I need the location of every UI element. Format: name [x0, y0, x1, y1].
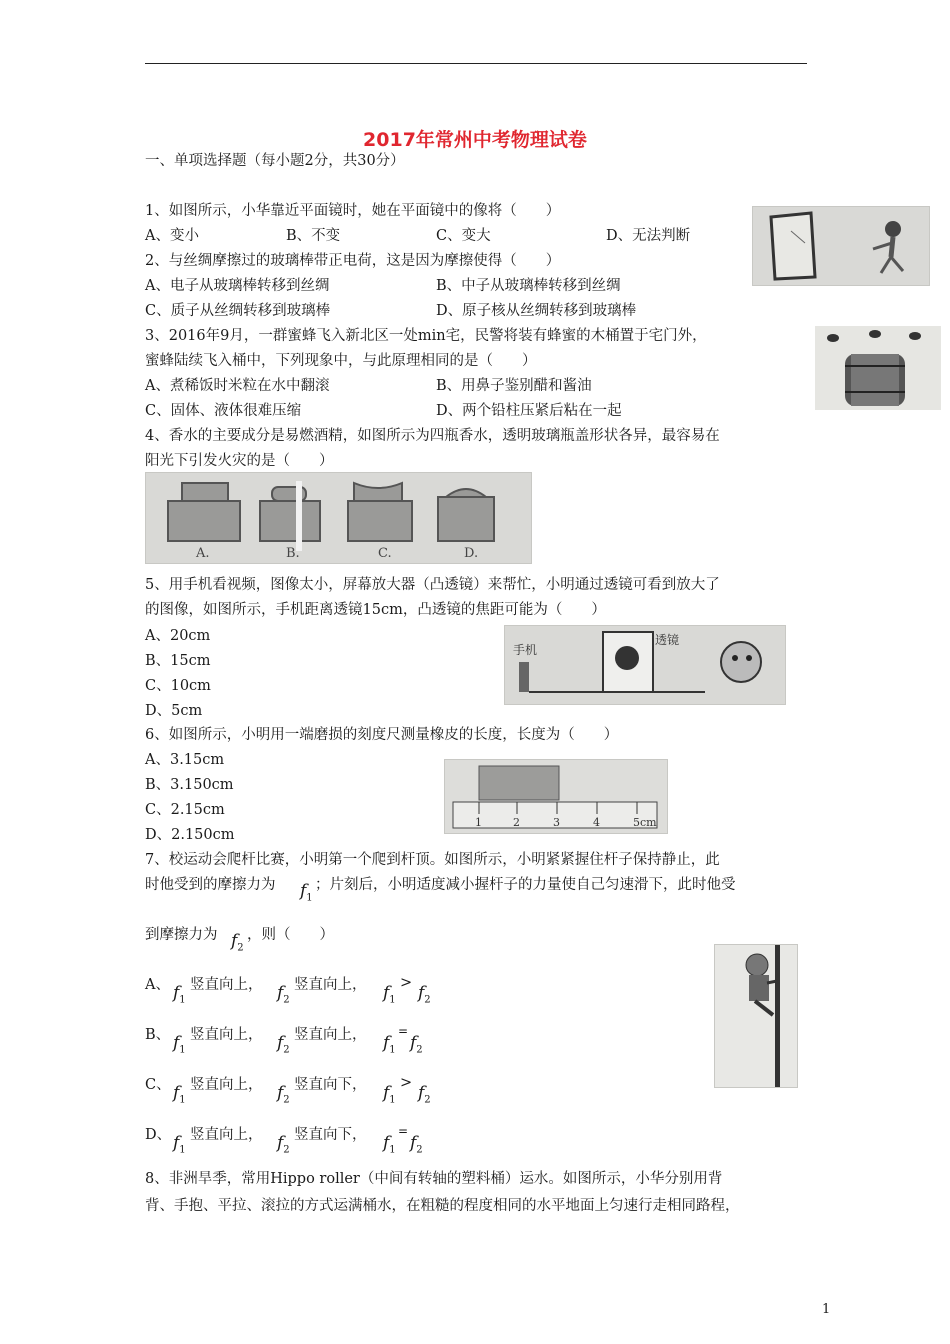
- q5-option-b: B、15cm: [145, 653, 211, 669]
- barrel-bees-illustration: [815, 326, 941, 410]
- ruler-eraser-illustration: [445, 760, 667, 833]
- q7-d-relation: =: [398, 1124, 409, 1138]
- q7-stem-line3a: 到摩擦力为: [145, 927, 218, 943]
- q7-f1-symbol: $f_1$: [300, 881, 313, 904]
- header-rule: [145, 63, 807, 64]
- q7-d-f1-dir: 竖直向上，: [190, 1127, 263, 1143]
- q7-stem-line3b: ，则（ ）: [247, 927, 334, 943]
- q7-b-rel-f2: $f_2$: [410, 1033, 423, 1056]
- q7-b-f1: $f_1$: [173, 1033, 186, 1056]
- q1-mirror-figure: [752, 206, 930, 286]
- q6-ruler-figure: [444, 759, 668, 834]
- perfume-bottles-illustration: [146, 473, 531, 563]
- bottle-label-d: D.: [464, 546, 479, 561]
- q7-c-rel-f1: $f_1$: [383, 1083, 396, 1106]
- q5-lens-figure: [504, 625, 786, 705]
- q6-option-b: B、3.150cm: [145, 777, 234, 793]
- lens-label: 透镜: [655, 633, 680, 647]
- q2-option-a: A、电子从玻璃棒转移到丝绸: [145, 278, 330, 294]
- q7-stem-line2a: 时他受到的摩擦力为: [145, 877, 276, 893]
- q7-c-f2-dir: 竖直向下，: [294, 1077, 367, 1093]
- q3-option-d: D、两个铅柱压紧后粘在一起: [436, 403, 622, 419]
- q7-option-b-label: B、: [145, 1027, 171, 1043]
- q5-stem-line1: 5、用手机看视频，图像太小，屏幕放大器（凸透镜）来帮忙，小明通过透镜可看到放大了: [145, 577, 720, 593]
- q7-a-rel-f2: $f_2$: [418, 983, 431, 1006]
- q4-stem-line2: 阳光下引发火灾的是（ ）: [145, 453, 334, 469]
- q7-d-f1: $f_1$: [173, 1133, 186, 1156]
- q5-option-d: D、5cm: [145, 703, 203, 719]
- q7-a-f2: $f_2$: [277, 983, 290, 1006]
- q7-option-d-label: D、: [145, 1127, 172, 1143]
- q7-a-f1-dir: 竖直向上，: [190, 977, 263, 993]
- q1-option-c: C、变大: [436, 228, 491, 244]
- bottle-label-b: B.: [286, 546, 300, 561]
- q6-stem: 6、如图所示，小明用一端磨损的刻度尺测量橡皮的长度，长度为（ ）: [145, 727, 619, 743]
- q7-option-a-label: A、: [145, 977, 170, 993]
- bottle-label-a: A.: [196, 546, 210, 561]
- q3-option-c: C、固体、液体很难压缩: [145, 403, 302, 419]
- q7-d-rel-f2: $f_2$: [410, 1133, 423, 1156]
- q4-stem-line1: 4、香水的主要成分是易燃酒精，如图所示为四瓶香水，透明玻璃瓶盖形状各异，最容易在: [145, 428, 720, 444]
- q2-option-b: B、中子从玻璃棒转移到丝绸: [436, 278, 621, 294]
- q7-stem-line2b: ；片刻后，小明适度减小握杆子的力量使自己匀速滑下，此时他受: [315, 877, 736, 893]
- q3-stem-line1: 3、2016年9月，一群蜜蜂飞入新北区一处min宅，民警将装有蜂蜜的木桶置于宅门外，: [145, 328, 707, 344]
- q7-f2-symbol: $f_2$: [231, 931, 244, 954]
- q2-option-c: C、质子从丝绸转移到玻璃棒: [145, 303, 331, 319]
- ruler-tick-3: 3: [553, 816, 560, 829]
- q7-a-rel-f1: $f_1$: [383, 983, 396, 1006]
- q7-c-f2: $f_2$: [277, 1083, 290, 1106]
- q7-pole-figure: [714, 944, 798, 1088]
- q2-stem: 2、与丝绸摩擦过的玻璃棒带正电荷，这是因为摩擦使得（ ）: [145, 253, 561, 269]
- pole-climber-illustration: [715, 945, 797, 1087]
- q1-option-a: A、变小: [145, 228, 199, 244]
- q4-bottles-figure: [145, 472, 532, 564]
- q7-option-c-label: C、: [145, 1077, 171, 1093]
- page-number: 1: [822, 1302, 831, 1317]
- ruler-tick-5: 5cm: [633, 816, 657, 829]
- q1-option-b: B、不变: [286, 228, 341, 244]
- q7-b-relation: =: [398, 1024, 409, 1038]
- q7-a-f2-dir: 竖直向上，: [294, 977, 367, 993]
- q7-c-relation: >: [400, 1075, 413, 1091]
- q7-c-f1: $f_1$: [173, 1083, 186, 1106]
- q6-option-a: A、3.15cm: [145, 752, 225, 768]
- q7-b-f2-dir: 竖直向上，: [294, 1027, 367, 1043]
- mirror-girl-illustration: [753, 207, 929, 285]
- ruler-tick-2: 2: [513, 816, 520, 829]
- q7-b-rel-f1: $f_1$: [383, 1033, 396, 1056]
- q6-option-d: D、2.150cm: [145, 827, 235, 843]
- q7-d-f2: $f_2$: [277, 1133, 290, 1156]
- q7-stem-line1: 7、校运动会爬杆比赛，小明第一个爬到杆顶。如图所示，小明紧紧握住杆子保持静止，此: [145, 852, 720, 868]
- q3-stem-line2: 蜜蜂陆续飞入桶中，下列现象中，与此原理相同的是（ ）: [145, 353, 537, 369]
- q1-stem: 1、如图所示，小华靠近平面镜时，她在平面镜中的像将（ ）: [145, 203, 561, 219]
- q8-stem-line2: 背、手抱、平拉、滚拉的方式运满桶水，在粗糙的程度相同的水平地面上匀速行走相同路程，: [145, 1198, 740, 1214]
- q7-c-f1-dir: 竖直向上，: [190, 1077, 263, 1093]
- q6-option-c: C、2.15cm: [145, 802, 225, 818]
- q5-stem-line2: 的图像，如图所示，手机距离透镜15cm，凸透镜的焦距可能为（ ）: [145, 602, 606, 618]
- q7-c-rel-f2: $f_2$: [418, 1083, 431, 1106]
- q5-option-c: C、10cm: [145, 678, 211, 694]
- q7-d-f2-dir: 竖直向下，: [294, 1127, 367, 1143]
- q3-option-a: A、煮稀饭时米粒在水中翻滚: [145, 378, 330, 394]
- q8-stem-line1: 8、非洲旱季，常用Hippo roller（中间有转轴的塑料桶）运水。如图所示，小华分别用背: [145, 1171, 723, 1187]
- q1-option-d: D、无法判断: [606, 228, 691, 244]
- ruler-tick-1: 1: [475, 816, 482, 829]
- q7-a-f1: $f_1$: [173, 983, 186, 1006]
- phone-lens-illustration: [505, 626, 785, 704]
- q3-barrel-figure: [815, 326, 941, 410]
- q7-b-f1-dir: 竖直向上，: [190, 1027, 263, 1043]
- q7-b-f2: $f_2$: [277, 1033, 290, 1056]
- q2-option-d: D、原子核从丝绸转移到玻璃棒: [436, 303, 637, 319]
- phone-label: 手机: [513, 643, 538, 657]
- ruler-tick-4: 4: [593, 816, 600, 829]
- q7-d-rel-f1: $f_1$: [383, 1133, 396, 1156]
- q7-a-relation: >: [400, 975, 413, 991]
- q3-option-b: B、用鼻子鉴别醋和酱油: [436, 378, 592, 394]
- bottle-label-c: C.: [378, 546, 392, 561]
- q5-option-a: A、20cm: [145, 628, 211, 644]
- section-heading: 一、单项选择题（每小题2分，共30分）: [145, 153, 405, 169]
- page-title: 2017年常州中考物理试卷: [363, 129, 587, 151]
